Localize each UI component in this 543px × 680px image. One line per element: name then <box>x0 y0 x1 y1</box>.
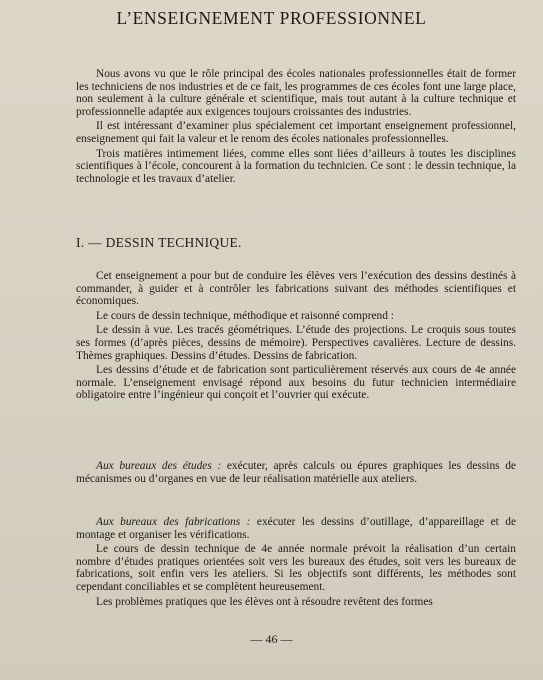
intro-paragraph-2: Il est intéressant d’examiner plus spécialement cet important enseignement professionnel, enseignement qui fait la valeur et le renom des écoles nationales professionnelles. <box>76 120 516 145</box>
section1-block <box>76 270 516 402</box>
intro-paragraph-1: Nous avons vu que le rôle principal des écoles nationales professionnelles était de former les techniciens de nos industries et de ce fait, les programmes de ces écoles font une large place, non seulement à la culture générale et scientifique, mais tout autant à la culture technique et professionnelle adaptée aux exigences toujours croissantes des industries. <box>76 68 516 118</box>
section1-paragraph-2: Le cours de dessin technique, méthodique et raisonné comprend : <box>96 309 394 322</box>
section1-paragraph-3: Le dessin à vue. Les tracés géométriques. L’étude des projections. Le croquis sous toutes ses formes (d’après pièces, dessins de mémoire). Perspectives cavalières. Lecture de dessins. Thèmes graphiques. Dessins d’études. Dessins de fabrication. <box>76 324 516 362</box>
etudes-block <box>76 460 516 485</box>
etudes-paragraph <box>76 460 516 485</box>
page-title: L’ENSEIGNEMENT PROFESSIONNEL <box>116 8 427 28</box>
page-number: — 46 — <box>250 632 293 646</box>
etudes-label: Aux bureaux des études : <box>96 460 222 472</box>
section-heading: I. — DESSIN TECHNIQUE. <box>76 235 242 250</box>
section2-paragraph-1: Le cours de dessin technique de 4e année normale prévoit la réalisation d’un certain nombre d’études pratiques orientées soit vers les bureaux des études, soit vers les bureaux de fabrications, soit enfin vers les ateliers. Si les objectifs sont différents, les méthodes sont cependant conciliables et se complètent heureusement. <box>76 543 516 593</box>
etudes-text: exécuter, après calculs ou épures graphiques les dessins de mécanismes ou d’organes en vue de leur réalisation matérielle aux ateliers. <box>76 460 516 485</box>
fabrications-paragraph <box>76 516 516 541</box>
fabrications-text: exécuter les dessins d’outillage, d’appareillage et de montage et organiser les vérifications. <box>76 516 516 541</box>
fabrications-block <box>76 516 516 608</box>
section1-paragraph-1: Cet enseignement a pour but de conduire les élèves vers l’exécution des dessins destinés à commander, à guider et à contrôler les fabrications suivant des méthodes scientifiques et économiques. <box>76 270 516 308</box>
intro-paragraph-3: Trois matières intimement liées, comme elles sont liées d’ailleurs à toutes les disciplines scientifiques à l’école, concourent à la formation du technicien. Ce sont : le dessin technique, la technologie et les travaux d’atelier. <box>76 147 516 185</box>
fabrications-label: Aux bureaux des fabrications : <box>96 516 251 528</box>
intro-block <box>76 68 516 185</box>
section1-paragraph-4: Les dessins d’étude et de fabrication sont particulièrement réservés aux cours de 4e année normale. L’enseignement envisagé répond aux besoins du futur technicien intermédiaire obligatoire entre l’ingénieur qui conçoit et l’ouvrier qui exécute. <box>76 364 516 402</box>
section2-paragraph-2: Les problèmes pratiques que les élèves ont à résoudre revêtent des formes <box>96 595 433 608</box>
